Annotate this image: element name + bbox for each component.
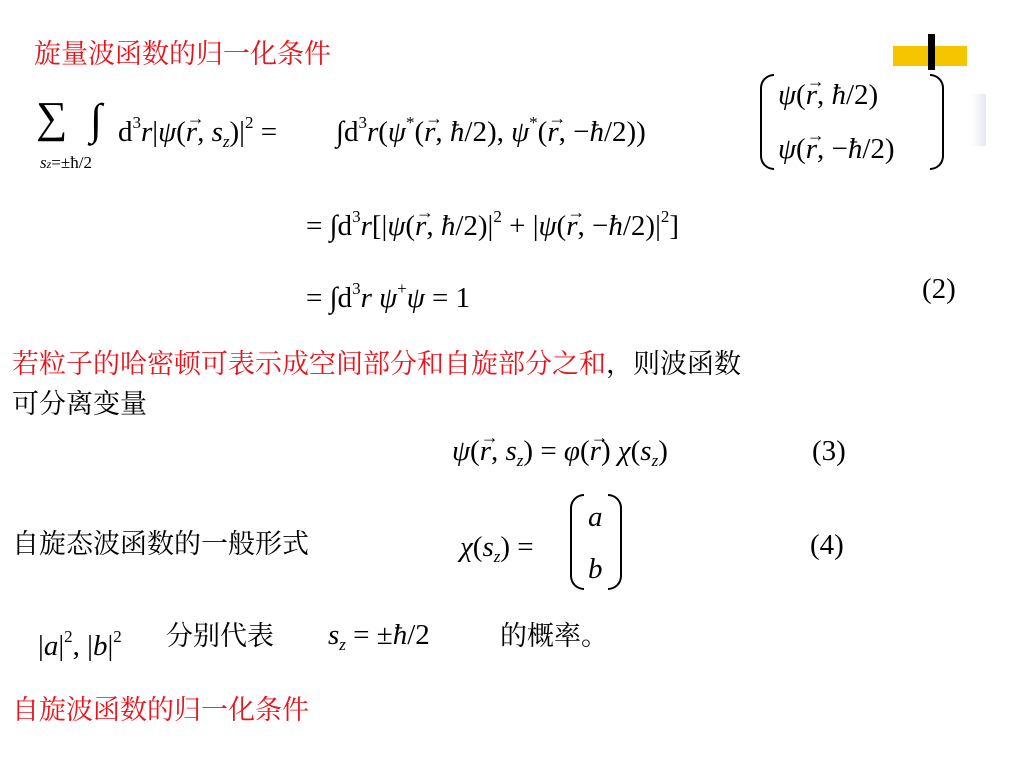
eq-chi-lhs: $\chi(s_z)$ = — [460, 531, 534, 566]
paragraph-line-2: 可分离变量 — [12, 389, 147, 420]
eq1-rhs-row: $\int d^3r(\psi^*(\to r$, ħ/2), ψ*(→ r, −ħ/2)) — [336, 106, 646, 149]
eq-separation: ψ(→ r, $s_z) = \varphi(\to r)$ $\chi(s_z)$ — [452, 434, 668, 478]
sum-subscript: sz=±ħ/2 — [40, 153, 92, 172]
footer-heading: 自旋波函数的归一化条件 — [12, 695, 309, 726]
eq-separation-number: (3) — [812, 435, 846, 467]
decor-black-bar — [928, 34, 935, 70]
sum-symbol: ∑ — [36, 93, 68, 142]
prob-formula: $|a|^2$, $|b|^2$ — [38, 627, 122, 662]
slide-title: 旋量波函数的归一化条件 — [34, 39, 331, 70]
chi-b: b — [588, 553, 603, 585]
paragraph-red-text: 若粒子的哈密顿可表示成空间部分和自旋部分之和 — [12, 349, 606, 380]
chi-paren-left — [570, 494, 584, 590]
decor-side-bar — [972, 94, 986, 146]
eq1-column-top: ψ(→ r, ħ/2) — [778, 78, 878, 112]
chi-paren-right — [608, 494, 622, 590]
eq1-column-bottom: ψ(→ r, −ħ/2) — [778, 132, 895, 166]
column-paren-left — [760, 74, 774, 170]
eq3: = $\int d^3r$ ψ+ψ = 1 — [306, 279, 471, 314]
integral-symbol-1: ∫ — [90, 95, 103, 144]
prob-mid-text: 分别代表 — [166, 621, 274, 652]
eq-chi-number: (4) — [810, 529, 844, 561]
eq1-lhs: $d^3r|\psi(\to r$, $s_z)|^2$ = — [118, 106, 277, 159]
chi-a: a — [588, 501, 603, 533]
prob-sz: $s_z$ = ±ħ/2 — [328, 619, 430, 654]
paragraph-black-text: ，则波函数 — [606, 349, 741, 380]
eq3-number: (2) — [922, 273, 956, 305]
spin-form-label: 自旋态波函数的一般形式 — [12, 529, 309, 560]
paragraph-line-1 — [12, 348, 741, 382]
prob-end-text: 的概率。 — [500, 621, 608, 652]
column-paren-right — [930, 74, 944, 170]
eq2: = $\int d^3r[|\psi(\to r$, $ħ/2)|^2 + |\psi(\to r$, $-ħ/2)|^2$] — [306, 200, 679, 243]
